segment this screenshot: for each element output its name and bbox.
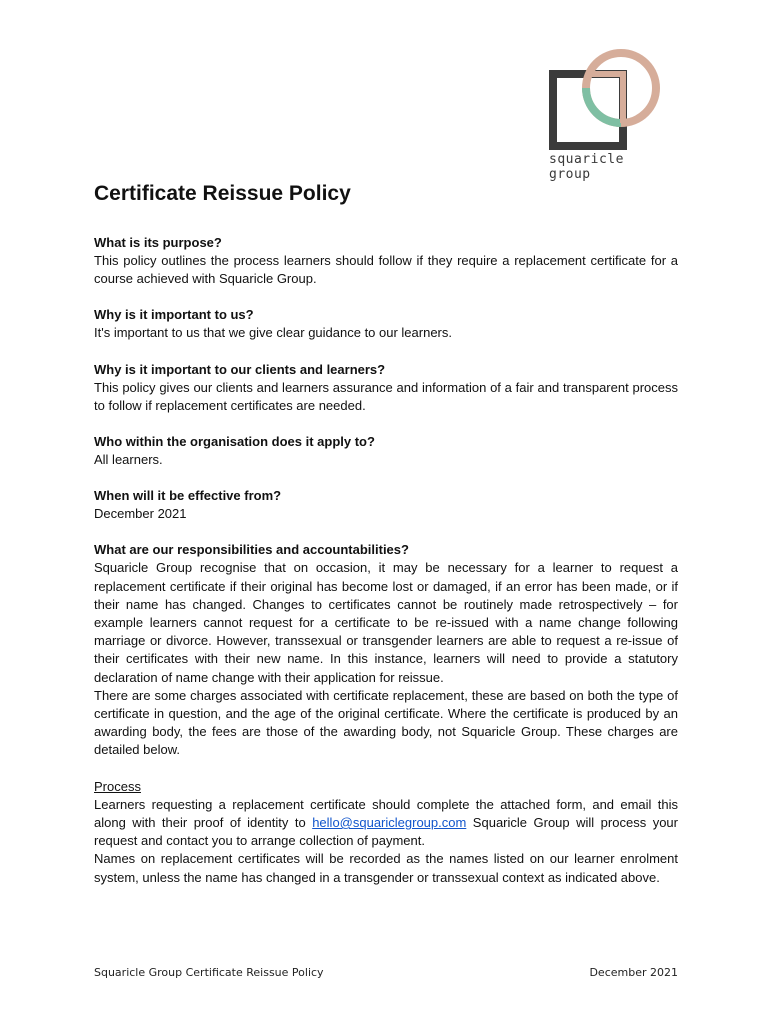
footer-right: December 2021 bbox=[589, 966, 678, 979]
process-heading: Process bbox=[94, 778, 141, 794]
section-applies-to bbox=[94, 433, 678, 469]
section-heading: What is its purpose? bbox=[94, 235, 222, 250]
section-heading: Why is it important to us? bbox=[94, 307, 254, 323]
section-purpose bbox=[94, 234, 678, 288]
document-body bbox=[94, 234, 678, 905]
section-process bbox=[94, 778, 678, 887]
section-text: This policy outlines the process learners should follow if they require a replacement certificate for a course achieved with Squaricle Group. bbox=[94, 253, 678, 287]
logo-wordmark bbox=[549, 152, 624, 182]
section-text: December 2021 bbox=[94, 506, 187, 522]
process-text-after: Squaricle Group will process your request and contact you to arrange collection of payment. bbox=[94, 815, 678, 849]
section-heading: When will it be effective from? bbox=[94, 488, 282, 504]
section-heading: Why is it important to our clients and learners? bbox=[94, 361, 386, 377]
logo-line-1: squaricle bbox=[549, 152, 624, 167]
section-heading: Who within the organisation does it apply to? bbox=[94, 434, 375, 450]
logo-line-2: group bbox=[549, 167, 591, 182]
section-text: All learners. bbox=[94, 452, 163, 468]
section-text: This policy gives our clients and learners assurance and information of a fair and transparent process to follow if replacement certificates are needed. bbox=[94, 379, 678, 413]
section-text-2: There are some charges associated with certificate replacement, these are based on both the type of certificate in question, and the age of the original certificate. Where the certificate is produced by an awarding body, the fees are those of the awarding body, not Squaricle Group. These charges are detailed below. bbox=[94, 687, 678, 758]
section-heading: What are our responsibilities and accountabilities? bbox=[94, 542, 409, 558]
section-importance-clients bbox=[94, 361, 678, 415]
email-link[interactable]: hello@squariclegroup.com bbox=[312, 815, 467, 831]
section-responsibilities bbox=[94, 541, 678, 759]
section-effective-date bbox=[94, 487, 678, 523]
section-text: It's important to us that we give clear guidance to our learners. bbox=[94, 325, 453, 341]
page-footer bbox=[94, 966, 678, 979]
section-importance-us bbox=[94, 306, 678, 342]
process-text-before: Learners requesting a replacement certificate should complete the attached form, and email this along with their proof of identity to bbox=[94, 796, 678, 831]
process-text-2: Names on replacement certificates will be recorded as the names listed on our learner enrolment system, unless the name has changed in a transgender or transsexual context as indicated above. bbox=[94, 851, 678, 885]
document-title: Certificate Reissue Policy bbox=[94, 182, 351, 205]
company-logo bbox=[546, 44, 662, 184]
footer-left: Squaricle Group Certificate Reissue Policy bbox=[94, 966, 324, 979]
section-text: Squaricle Group recognise that on occasion, it may be necessary for a learner to request a replacement certificate if their original has become lost or damaged, if an error has been made, or if their name has changed. Changes to certificates cannot be routinely made retrospectively – for example learners cannot request for a certificate to be re-issued with a name change following marriage or divorce. However, transsexual or transgender learners are able to request a re-issue of their certificates with their new name. In this instance, learners will need to provide a statutory declaration of name change with their application for reissue. bbox=[94, 560, 678, 685]
process-text bbox=[94, 796, 678, 851]
squaricle-logo-icon bbox=[546, 44, 662, 152]
